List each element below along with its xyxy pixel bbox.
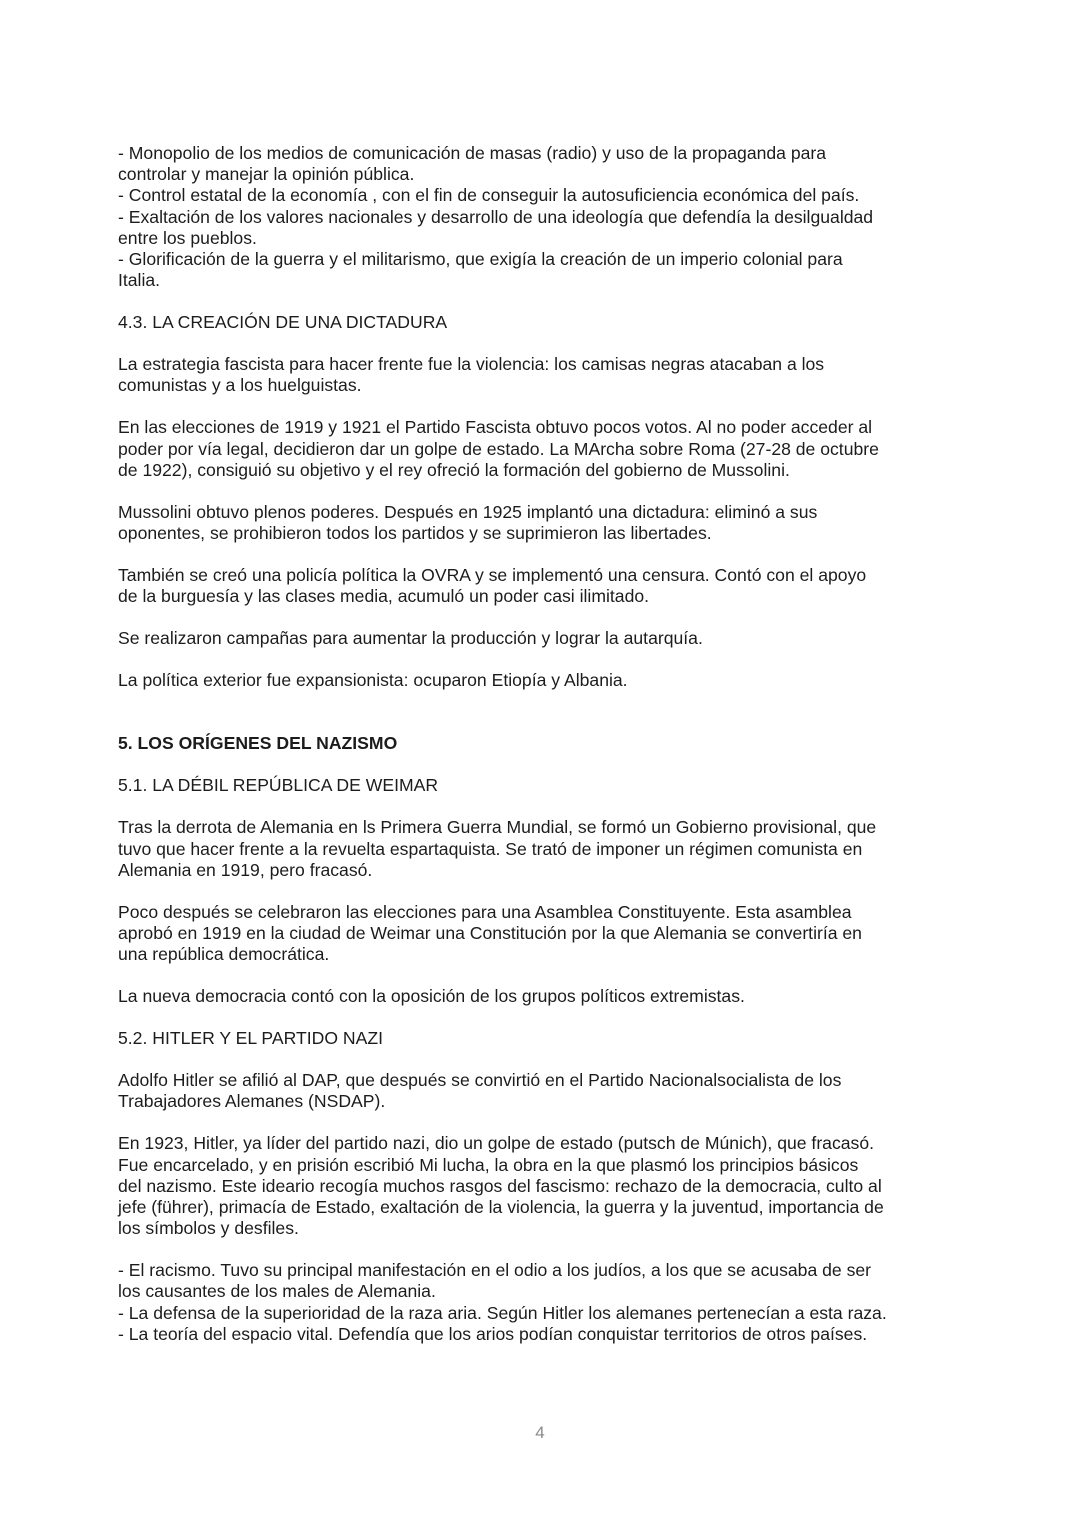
paragraph-spacer xyxy=(118,1007,968,1028)
text-line: los símbolos y desfiles. xyxy=(118,1218,299,1239)
paragraph xyxy=(118,986,968,1007)
paragraph-spacer xyxy=(118,1239,968,1260)
subsection-heading xyxy=(118,312,968,333)
text-line: Tras la derrota de Alemania en ls Primera Guerra Mundial, se formó un Gobierno provisional, que xyxy=(118,817,877,838)
text-line: - La defensa de la superioridad de la raza aria. Según Hitler los alemanes pertenecían a esta raza. xyxy=(118,1302,887,1323)
paragraph xyxy=(118,565,968,607)
paragraph xyxy=(118,902,968,966)
text-line: 4.3. LA CREACIÓN DE UNA DICTADURA xyxy=(118,312,448,333)
paragraph-spacer xyxy=(118,333,968,354)
paragraph-spacer xyxy=(118,481,968,502)
paragraph xyxy=(118,417,968,481)
text-line: - Control estatal de la economía , con el fin de conseguir la autosuficiencia económica del país. xyxy=(118,185,860,206)
section-heading xyxy=(118,733,968,754)
text-line: 5.1. LA DÉBIL REPÚBLICA DE WEIMAR xyxy=(118,775,439,796)
text-line: Alemania en 1919, pero fracasó. xyxy=(118,859,373,880)
text-line: oponentes, se prohibieron todos los partidos y se suprimieron las libertades. xyxy=(118,523,712,544)
paragraph-spacer xyxy=(118,291,968,312)
paragraph-spacer xyxy=(118,1113,968,1134)
text-line: La política exterior fue expansionista: ocuparon Etiopía y Albania. xyxy=(118,670,628,691)
paragraph xyxy=(118,817,968,881)
text-line: poder por vía legal, decidieron dar un golpe de estado. La MArcha sobre Roma (27-28 de octubre xyxy=(118,438,879,459)
text-line: La estrategia fascista para hacer frente fue la violencia: los camisas negras atacaban a los xyxy=(118,354,825,375)
paragraph-spacer xyxy=(118,544,968,565)
text-line: En las elecciones de 1919 y 1921 el Partido Fascista obtuvo pocos votos. Al no poder acceder al xyxy=(118,417,873,438)
text-line: En 1923, Hitler, ya líder del partido nazi, dio un golpe de estado (putsch de Múnich), que fracasó. xyxy=(118,1133,875,1154)
paragraph-spacer xyxy=(118,797,968,818)
text-line: - El racismo. Tuvo su principal manifestación en el odio a los judíos, a los que se acusaba de ser xyxy=(118,1260,872,1281)
text-line: - Glorificación de la guerra y el militarismo, que exigía la creación de un imperio colonial para xyxy=(118,249,843,270)
paragraph-spacer xyxy=(118,607,968,628)
subsection-heading xyxy=(118,775,968,796)
paragraph xyxy=(118,502,968,544)
document-page xyxy=(118,143,968,1345)
text-line: comunistas y a los huelguistas. xyxy=(118,375,362,396)
text-line: - Exaltación de los valores nacionales y desarrollo de una ideología que defendía la desilgualdad xyxy=(118,206,874,227)
text-line: Se realizaron campañas para aumentar la producción y lograr la autarquía. xyxy=(118,628,703,649)
text-line: una república democrática. xyxy=(118,944,330,965)
paragraph xyxy=(118,143,968,291)
paragraph-spacer xyxy=(118,755,968,776)
text-line: 5. LOS ORÍGENES DEL NAZISMO xyxy=(118,733,398,754)
text-line: tuvo que hacer frente a la revuelta espartaquista. Se trató de imponer un régimen comunista en xyxy=(118,838,863,859)
text-line: 5.2. HITLER Y EL PARTIDO NAZI xyxy=(118,1028,383,1049)
paragraph-spacer xyxy=(118,1049,968,1070)
paragraph-spacer xyxy=(118,649,968,670)
text-line: entre los pueblos. xyxy=(118,227,257,248)
paragraph-spacer xyxy=(118,397,968,418)
text-line: aprobó en 1919 en la ciudad de Weimar una Constitución por la que Alemania se convertiría en xyxy=(118,923,862,944)
paragraph xyxy=(118,670,968,691)
text-line: Trabajadores Alemanes (NSDAP). xyxy=(118,1091,386,1112)
text-line: Poco después se celebraron las elecciones para una Asamblea Constituyente. Esta asamblea xyxy=(118,901,852,922)
page-number: 4 xyxy=(535,1423,545,1442)
text-line: También se creó una policía política la OVRA y se implementó una censura. Contó con el apoyo xyxy=(118,565,867,586)
paragraph-spacer xyxy=(118,965,968,986)
paragraph xyxy=(118,628,968,649)
paragraph xyxy=(118,1070,968,1112)
text-line: jefe (führer), primacía de Estado, exaltación de la violencia, la guerra y la juventud, importancia de xyxy=(118,1197,884,1218)
paragraph-spacer xyxy=(118,881,968,902)
text-line: - La teoría del espacio vital. Defendía que los arios podían conquistar territorios de otros países. xyxy=(118,1323,868,1344)
text-line: - Monopolio de los medios de comunicación de masas (radio) y uso de la propaganda para xyxy=(118,143,827,163)
text-line: La nueva democracia contó con la oposición de los grupos políticos extremistas. xyxy=(118,986,745,1007)
text-line: Italia. xyxy=(118,270,161,291)
paragraph-spacer xyxy=(118,691,968,733)
text-line: los causantes de los males de Alemania. xyxy=(118,1281,436,1302)
paragraph xyxy=(118,1260,968,1345)
text-line: Mussolini obtuvo plenos poderes. Después en 1925 implantó una dictadura: eliminó a sus xyxy=(118,501,818,522)
paragraph xyxy=(118,1133,968,1239)
text-line: del nazismo. Este ideario recogía muchos rasgos del fascismo: rechazo de la democracia, culto al xyxy=(118,1175,882,1196)
text-line: Fue encarcelado, y en prisión escribió Mi lucha, la obra en la que plasmó los principios básicos xyxy=(118,1154,859,1175)
text-line: controlar y manejar la opinión pública. xyxy=(118,164,415,185)
paragraph xyxy=(118,354,968,396)
text-line: de 1922), consiguió su objetivo y el rey ofreció la formación del gobierno de Mussolini. xyxy=(118,459,790,480)
subsection-heading xyxy=(118,1028,968,1049)
text-line: de la burguesía y las clases media, acumuló un poder casi ilimitado. xyxy=(118,586,650,607)
text-line: Adolfo Hitler se afilió al DAP, que después se convirtió en el Partido Nacionalsocialista de los xyxy=(118,1070,842,1091)
